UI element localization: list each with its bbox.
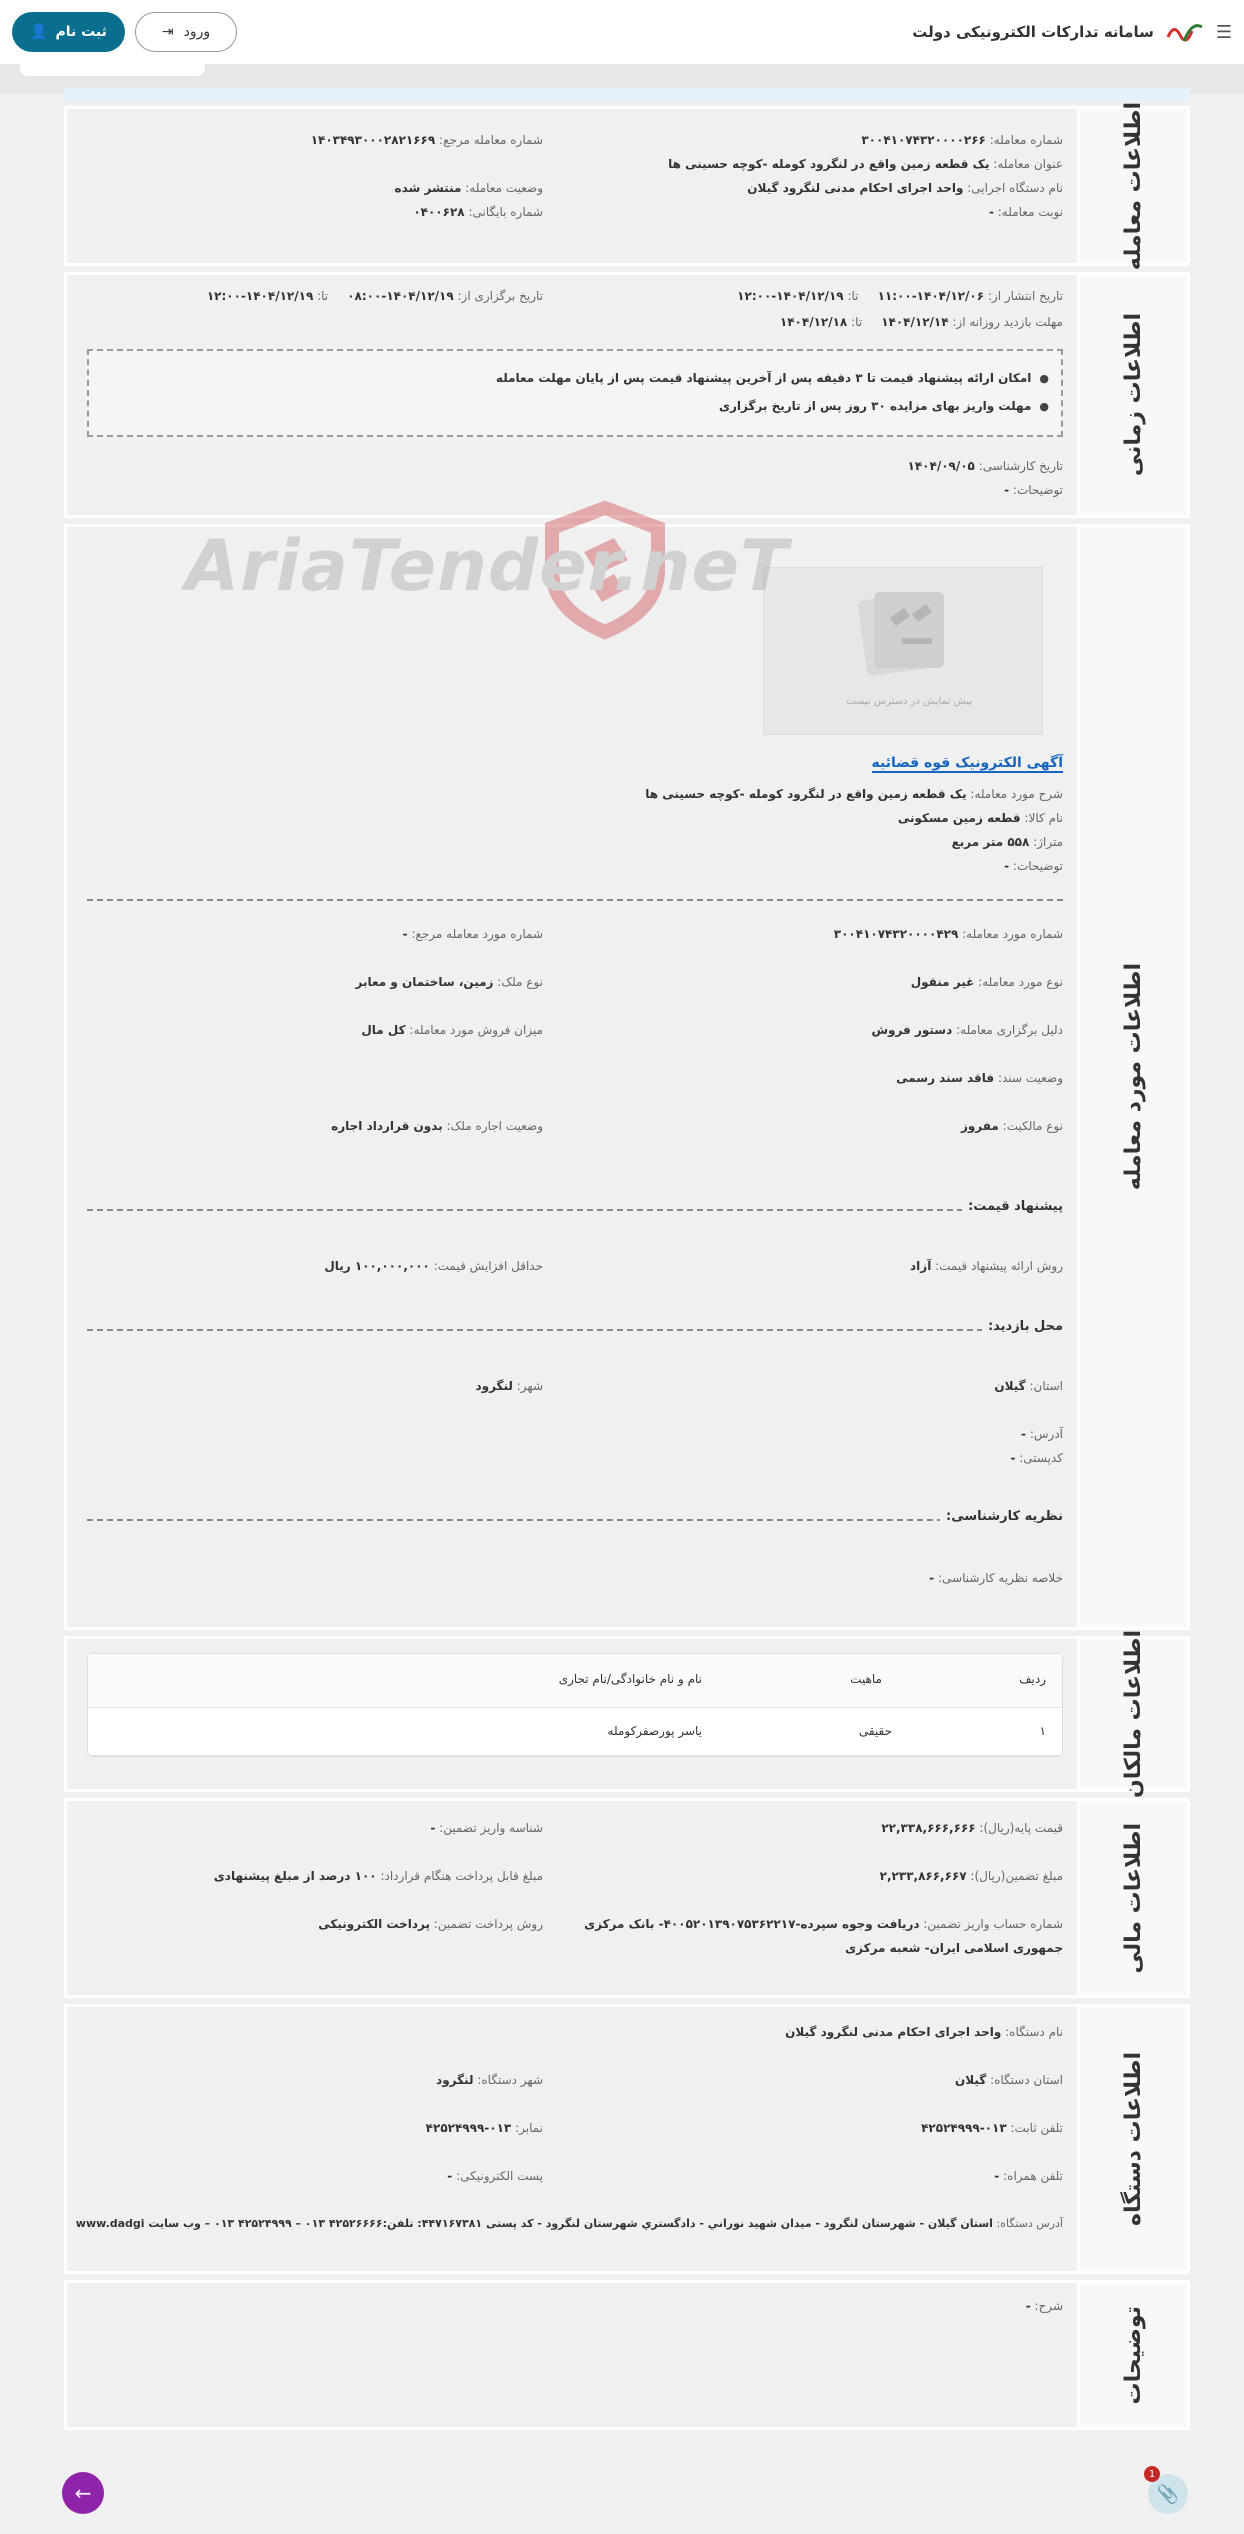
sub-bar-tab [20, 64, 205, 76]
device-mobile: تلفن همراه: - [994, 2169, 1063, 2183]
row-index: ۱ [1039, 1724, 1046, 1738]
offer-method: روش ارائه پیشنهاد قیمت: آزاد [910, 1259, 1063, 1273]
item-area: متراژ: ۵۵۸ متر مربع [951, 835, 1063, 849]
description-text: شرح: - [1025, 2299, 1063, 2313]
section-label-col [1077, 2283, 1187, 2427]
sale-amount: میزان فروش مورد معامله: کل مال [361, 1023, 543, 1037]
time-description: توضیحات: - [1004, 483, 1063, 497]
hold-reason: دلیل برگزاری معامله: دستور فروش [871, 1023, 1063, 1037]
section-title: اطلاعات مالکان [1121, 1630, 1146, 1798]
visit-deadline: مهلت بازدید روزانه از: ۱۴۰۴/۱۲/۱۴ تا: ۱۴۰۴/۱۲/۱۸ [779, 315, 1063, 329]
deal-number: شماره معامله: ۳۰۰۴۱۰۷۴۳۲۰۰۰۰۲۶۶ [861, 133, 1063, 147]
brand [912, 17, 1232, 47]
section-deal-info [64, 101, 1190, 271]
device-city: شهر دستگاه: لنگرود [436, 2073, 543, 2087]
section-label-col [1077, 1630, 1187, 1798]
add-user-icon: 👤 [30, 24, 48, 40]
owner-name: یاسر پورصفرکومله [607, 1724, 702, 1738]
notice-item: ● امکان ارائه پیشنهاد قیمت تا ۳ دقیقه پس از آخرین پیشنهاد قیمت پس از پایان مهلت معامله [496, 371, 1049, 385]
notice-box [87, 349, 1063, 437]
back-button[interactable] [62, 2472, 104, 2514]
section-content [87, 2283, 1063, 2427]
lease-status: وضعیت اجاره ملک: بدون قرارداد اجاره [331, 1119, 543, 1133]
section-content [87, 1639, 1063, 1789]
device-address: آدرس دستگاه: استان گیلان - شهرستان لنگرود - میدان شهید نوراني - دادگستري شهرستان لنگرود - کد پستی ۴۴۷۱۶۷۳۸۱: تلفن:۴۲۵۲۶۶۶۶ ۰۱۳ – ۴۲۵۲۴۹۹۹ ۰۱۳ – وب سایت www.dadgi [75, 2217, 1063, 2230]
device-fax: نمابر: ۰۱۳-۴۲۵۲۴۹۹۹ [425, 2121, 543, 2135]
item-type: نوع مورد معامله: غیر منقول [910, 975, 1063, 989]
no-preview-caption: پیش نمایش در دسترس نیست [846, 696, 972, 707]
top-header [0, 0, 1244, 64]
divider [87, 1329, 1063, 1331]
menu-icon[interactable]: ☰ [1215, 21, 1232, 43]
table-row [88, 1708, 1062, 1756]
section-device [64, 2004, 1190, 2274]
divider [87, 899, 1063, 901]
watermark-text: AriaTender.neT [185, 525, 789, 607]
section-label-col [1077, 527, 1187, 1627]
min-increase: حداقل افزایش قیمت: ۱۰۰,۰۰۰,۰۰۰ ریال [324, 1259, 543, 1273]
guarantee-account: شماره حساب واریز تضمین: دریافت وجوه سپرده-۴۰۰۵۲۰۱۳۹۰۷۵۳۶۲۲۱۷- بانک مرکزی [584, 1917, 1063, 1931]
section-time-info [64, 272, 1190, 518]
section-title: اطلاعات معامله [1121, 101, 1146, 271]
owners-table [87, 1653, 1063, 1757]
device-phone: تلفن ثابت: ۰۱۳-۴۲۵۲۴۹۹۹ [921, 2121, 1063, 2135]
visit-address: آدرس: - [1021, 1427, 1063, 1441]
site-title: سامانه تدارکات الکترونیکی دولت [912, 23, 1154, 41]
contract-payment: مبلغ قابل پرداخت هنگام قرارداد: ۱۰۰ درصد از مبلغ پیشنهادی [213, 1869, 543, 1883]
visit-city: شهر: لنگرود [475, 1379, 543, 1393]
setad-logo-icon[interactable] [1164, 17, 1206, 47]
column-header: ردیف [1019, 1672, 1046, 1686]
section-content [87, 275, 1063, 515]
arrow-left-icon: ← [74, 2481, 92, 2505]
item-description: شرح مورد معامله: یک قطعه زمین واقع در لنگرود کومله -کوچه حسینی ها [645, 787, 1063, 801]
section-title: توضیحات [1121, 2305, 1146, 2405]
column-header: نام و نام خانوادگی/نام تجاری [558, 1672, 702, 1686]
section-label-col [1077, 1801, 1187, 1995]
ariatender-watermark [50, 500, 789, 640]
table-header-row [88, 1654, 1062, 1708]
section-content [87, 109, 1063, 263]
divider [87, 1519, 1063, 1521]
document-status: وضعیت سند: فاقد سند رسمی [896, 1071, 1063, 1085]
device-email: پست الکترونیکی: - [447, 2169, 543, 2183]
section-content [87, 1801, 1063, 1995]
section-title: اطلاعات مالی [1121, 1822, 1146, 1974]
divider [87, 1209, 1063, 1211]
guarantee-amount: مبلغ تضمین(ریال): ۲,۲۳۳,۸۶۶,۶۶۷ [879, 1869, 1063, 1883]
visit-province: استان: گیلان [994, 1379, 1063, 1393]
section-title: اطلاعات زمانی [1121, 313, 1146, 477]
paperclip-icon: 📎 [1156, 2483, 1180, 2505]
deal-turn: نوبت معامله: - [988, 205, 1063, 219]
section-content [75, 2007, 1063, 2271]
item-notes: توضیحات: - [1004, 859, 1063, 873]
login-button[interactable] [135, 12, 237, 52]
base-price: قیمت پایه(ریال): ۲۲,۳۳۸,۶۶۶,۶۶۶ [881, 1821, 1063, 1835]
price-offer-heading: پیشنهاد قیمت: [962, 1199, 1063, 1214]
publish-date: تاریخ انتشار از: ۱۴۰۴/۱۲/۰۶-۱۱:۰۰ تا: ۱۴۰۴/۱۲/۱۹-۱۲:۰۰ [737, 289, 1063, 303]
exec-org: نام دستگاه اجرایی: واحد اجرای احکام مدنی لنگرود گیلان [747, 181, 1063, 195]
info-strip [64, 88, 1190, 102]
guarantee-id: شناسه واریز تضمین: - [430, 1821, 543, 1835]
device-province: استان دستگاه: گیلان [955, 2073, 1063, 2087]
section-title: اطلاعات مورد معامله [1121, 963, 1146, 1191]
section-label-col [1077, 101, 1187, 271]
deal-title: عنوان معامله: یک قطعه زمین واقع در لنگرود کومله -کوچه حسینی ها [668, 157, 1063, 171]
column-header: ماهیت [850, 1672, 882, 1686]
expert-summary: خلاصه نظریه کارشناسی: - [929, 1571, 1063, 1585]
device-name: نام دستگاه: واحد اجرای احکام مدنی لنگرود گیلان [785, 2025, 1063, 2039]
section-description [64, 2280, 1190, 2430]
ref-item-number: شماره مورد معامله مرجع: - [402, 927, 543, 941]
notice-item: ● مهلت واریز بهای مزایده ۳۰ روز پس از تاریخ برگزاری [719, 399, 1049, 413]
expert-date: تاریخ کارشناسی: ۱۴۰۴/۰۹/۰۵ [907, 459, 1063, 473]
ad-title-link[interactable]: آگهی الکترونیک قوه قضائیه [871, 755, 1063, 771]
section-title: اطلاعات دستگاه [1121, 2052, 1146, 2226]
section-finance [64, 1798, 1190, 1998]
section-label-col [1077, 275, 1187, 515]
goods-name: نام کالا: قطعه زمین مسکونی [897, 811, 1063, 825]
register-label: ثبت نام [55, 24, 107, 40]
ownership-type: نوع مالکیت: مفروز [960, 1119, 1063, 1133]
owner-type: حقیقی [858, 1724, 892, 1738]
visit-place-heading: محل بازدید: [982, 1319, 1063, 1334]
property-type: نوع ملک: زمین، ساختمان و معابر [355, 975, 543, 989]
expert-opinion-heading: نظریه کارشناسی: [940, 1509, 1063, 1524]
section-item-info [64, 524, 1190, 1630]
login-icon: ⇥ [161, 24, 174, 40]
section-content [87, 527, 1063, 1627]
section-owners [64, 1630, 1190, 1798]
auth-buttons [12, 12, 237, 52]
guarantee-pay-method: روش پرداخت تضمین: پرداخت الکترونیکی [318, 1917, 543, 1931]
hold-date: تاریخ برگزاری از: ۱۴۰۴/۱۲/۱۹-۰۸:۰۰ تا: ۱۴۰۴/۱۲/۱۹-۱۲:۰۰ [206, 289, 543, 303]
no-preview-icon [762, 568, 1042, 736]
visit-postal: کدپستی: - [1010, 1451, 1063, 1465]
attachments-count-badge: 1 [1144, 2466, 1160, 2482]
item-number: شماره مورد معامله: ۳۰۰۴۱۰۷۴۳۲۰۰۰۰۴۲۹ [833, 927, 1063, 941]
item-thumbnail[interactable] [763, 567, 1043, 735]
ref-deal-number: شماره معامله مرجع: ۱۴۰۳۴۹۳۰۰۰۲۸۲۱۶۶۹ [310, 133, 543, 147]
guarantee-account-line2: جمهوری اسلامی ایران- شعبه مرکزی [845, 1941, 1063, 1955]
archive-number: شماره بایگانی: ۰۴۰۰۶۲۸ [413, 205, 543, 219]
section-label-col [1077, 2007, 1187, 2271]
login-label: ورود [183, 24, 211, 40]
deal-status: وضعیت معامله: منتشر شده [394, 181, 543, 195]
register-button[interactable] [12, 12, 125, 52]
